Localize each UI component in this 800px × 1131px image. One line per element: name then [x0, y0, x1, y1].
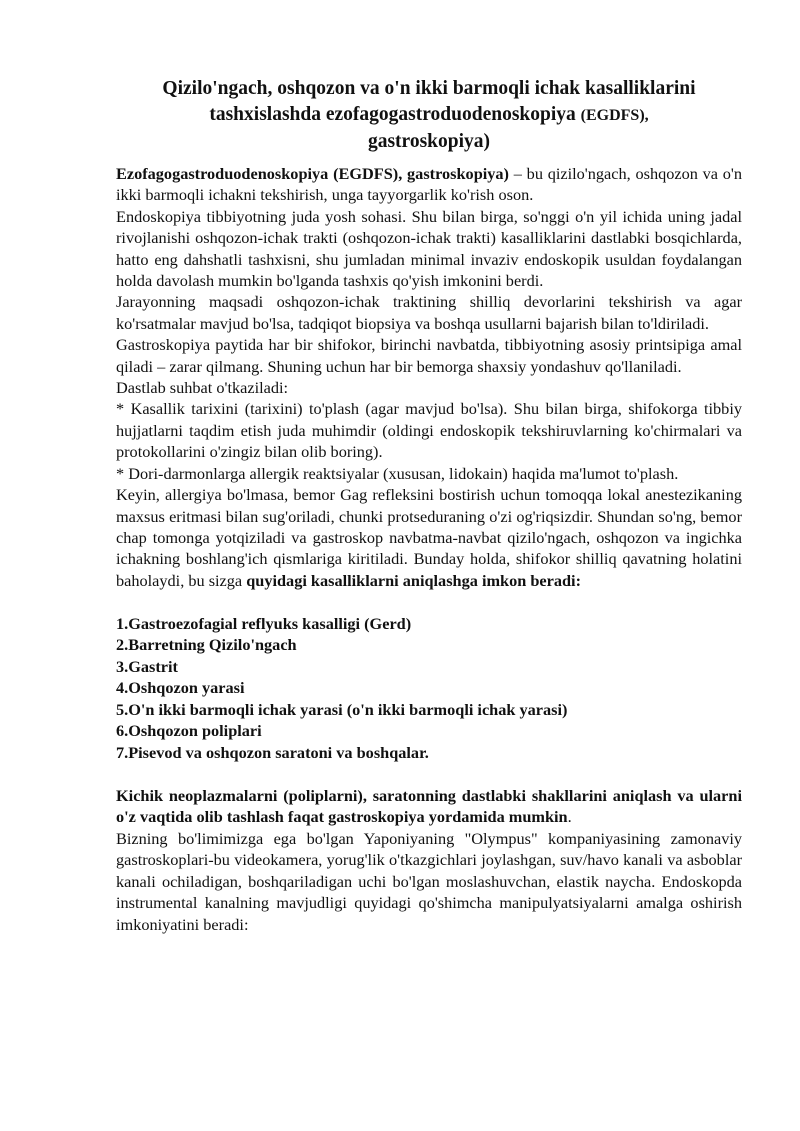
document-title	[116, 76, 742, 155]
list-item: 4.Oshqozon yarasi	[116, 678, 245, 698]
title-line-3: gastroskopiya)	[367, 131, 491, 152]
intro-term: Ezofagogastroduodenoskopiya (EGDFS), gastroskopiya)	[116, 164, 509, 183]
list-item: 3.Gastrit	[116, 656, 178, 676]
title-line-1: Qizilo'ngach, oshqozon va o'n ikki barmoqli ichak kasalliklarini	[162, 78, 696, 99]
document-page	[116, 76, 742, 935]
paragraph-principle: Gastroskopiya paytida har bir shifokor, birinchi navbatda, tibbiyotning asosiy printsipiga amal qiladi – zarar qilmang. Shuning uchun har bir bemorga shaxsiy yondashuv qo'llaniladi.	[116, 335, 742, 376]
intro-paragraph	[116, 163, 742, 206]
list-item: 7.Pisevod va oshqozon saratoni va boshqalar.	[116, 743, 429, 763]
list-item: 5.O'n ikki barmoqli ichak yarasi (o'n ikki barmoqli ichak yarasi)	[116, 699, 568, 719]
paragraph-endoscopy: Endoskopiya tibbiyotning juda yosh sohasi. Shu bilan birga, so'nggi o'n yil ichida uning jadal rivojlanishi oshqozon-ichak trakti (oshqozon-ichak trakti) kasalliklarini dastlabki bosqichlarda, hatto eng dahshatli tashxisni, shu jumladan minimal invaziv endoskopik usuldan foydalangan holda davolash mumkin bo'lganda tashxis qo'yish imkonini berdi.	[116, 206, 742, 291]
paragraph-interview: Dastlab suhbat o'tkaziladi:	[116, 378, 289, 398]
list-item: 2.Barretning Qizilo'ngach	[116, 635, 297, 655]
procedure-bold: quyidagi kasalliklarni aniqlashga imkon beradi:	[246, 570, 581, 590]
paragraph-equipment: Bizning bo'limimizga ega bo'lgan Yaponiyaning "Olympus" kompaniyasining zamonaviy gastroskoplari-bu videokamera, yorug'lik o'tkazgichlari joylashgan, suv/havo kanali va asboblar kanali ochiladigan, boshqariladigan uchi bo'lgan moslashuvchan, elastik naycha. Endoskopda instrumental kanalning mavjudligi quyidagi qo'shimcha manipulyatsiyalarni amalga oshirish imkoniyatini beradi:	[116, 828, 742, 934]
list-item: 6.Oshqozon poliplari	[116, 721, 262, 741]
neoplasms-bold: Kichik neoplazmalarni (poliplarni), saratonning dastlabki shakllarini aniqlash va ularni o'z vaqtida olib tashlash faqat gastroskopiya yordamida mumkin	[116, 786, 742, 827]
paragraph-neoplasms	[116, 785, 742, 828]
paragraph-allergy: * Dori-darmonlarga allergik reaktsiyalar (xususan, lidokain) haqida ma'lumot to'plash.	[116, 463, 679, 483]
title-line-2	[116, 102, 742, 129]
paragraph-procedure	[116, 484, 742, 591]
title-line-2-abbrev: (EGDFS),	[580, 107, 649, 124]
spacer	[116, 591, 742, 612]
disease-list	[116, 613, 742, 764]
intro-text: – bu qizilo'ngach, oshqozon va o'n ikki barmoqli ichakni tekshirish, unga tayyorgarlik ko'rish oson.	[116, 164, 743, 205]
spacer	[116, 764, 742, 785]
list-item: 1.Gastroezofagial reflyuks kasalligi (Gerd)	[116, 613, 412, 633]
procedure-text: Keyin, allergiya bo'lmasa, bemor Gag refleksini bostirish uchun tomoqqa lokal anestezikaning maxsus eritmasi bilan sug'oriladi, chunki protseduraning o'zi og'riqsizdir. Shundan so'ng, bemor chap tomonga yotqiziladi va gastroskop navbatma-navbat qizilo'ngach, oshqozon va ingichka ichakning boshlang'ich qismlariga kiritiladi. Bunday holda, shifokor shilliq qavatning holatini baholaydi, bu sizga	[116, 485, 742, 590]
neoplasms-dot: .	[567, 807, 572, 827]
title-line-2-main: tashxislashda ezofagogastroduodenoskopiya	[209, 104, 576, 125]
paragraph-purpose: Jarayonning maqsadi oshqozon-ichak traktining shilliq devorlarini tekshirish va agar ko'rsatmalar mavjud bo'lsa, tadqiqot biopsiya va boshqa usullarni bajarish bilan to'ldiriladi.	[116, 292, 742, 333]
paragraph-history: * Kasallik tarixini (tarixini) to'plash (agar mavjud bo'lsa). Shu bilan birga, shifokorga tibbiy hujjatlarni taqdim etish juda muhimdir (oldingi endoskopik tekshiruvlarning ko'chirmalari va protokollarini o'zingiz bilan olib boring).	[116, 399, 742, 462]
